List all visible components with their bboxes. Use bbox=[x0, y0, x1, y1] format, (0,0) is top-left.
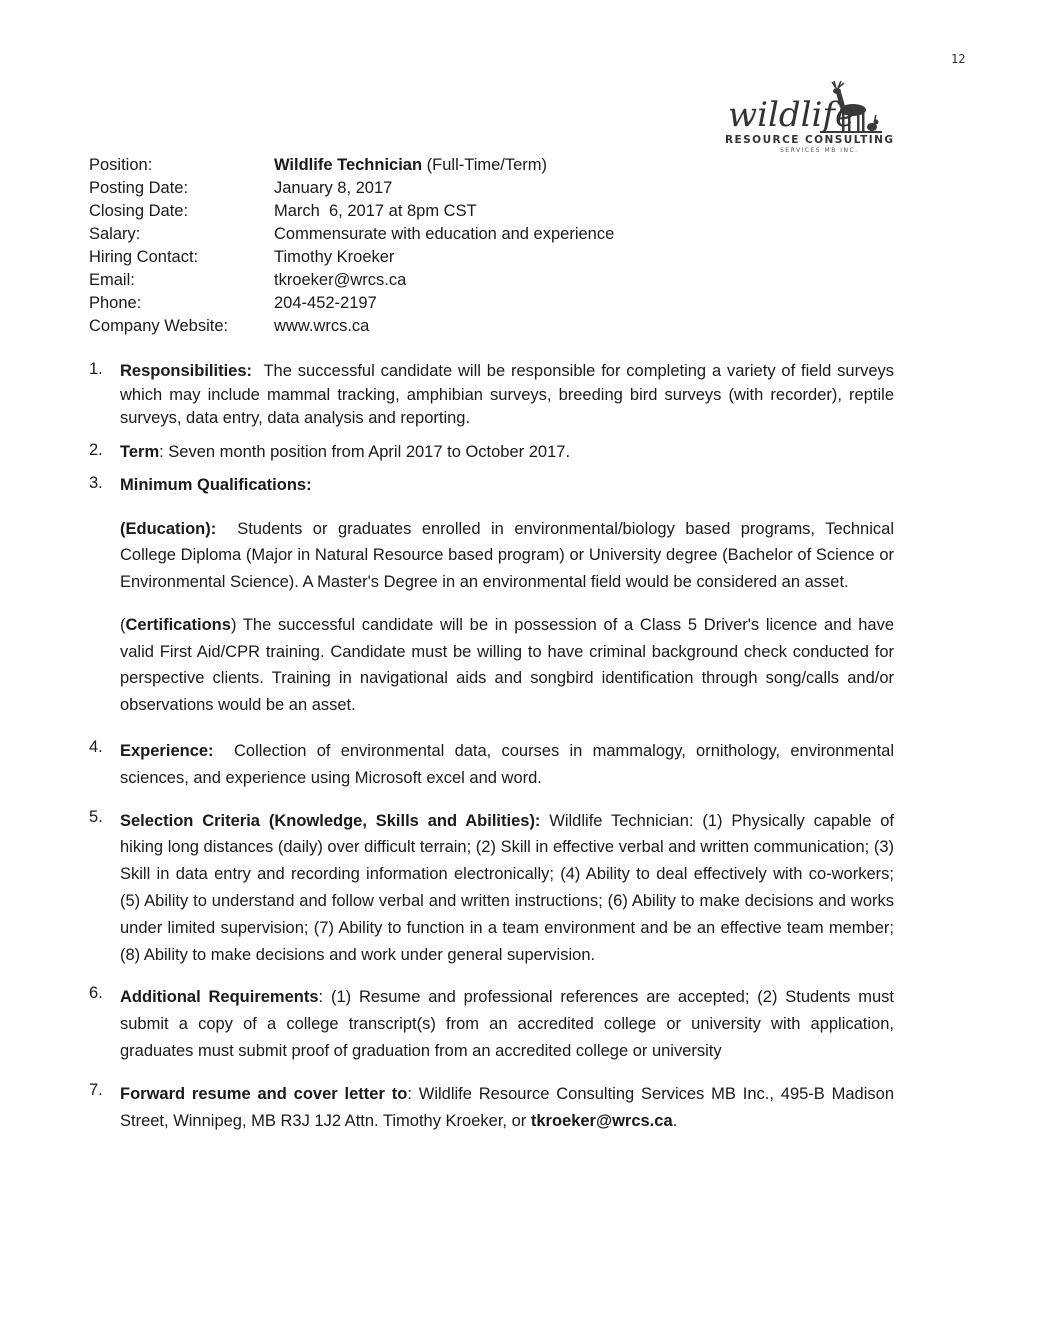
section-number: 7. bbox=[89, 1080, 103, 1099]
logo-line-2: SERVICES MB INC. bbox=[780, 147, 859, 154]
section-text: Collection of environmental data, courses in mammalogy, ornithology, environmental sciences, and experience using Microsoft excel and word. bbox=[120, 742, 894, 787]
email-row bbox=[89, 269, 614, 292]
phone-label: Phone: bbox=[89, 294, 142, 312]
section-qualifications bbox=[89, 474, 894, 718]
company-logo bbox=[724, 80, 896, 156]
section-number: 2. bbox=[89, 440, 103, 459]
salary-value: Commensurate with education and experience bbox=[274, 225, 615, 243]
section-term bbox=[89, 441, 894, 465]
section-forward-resume bbox=[89, 1081, 894, 1135]
salary-row bbox=[89, 223, 614, 246]
section-number: 5. bbox=[89, 807, 103, 826]
posting-info bbox=[89, 154, 614, 338]
section-number: 3. bbox=[89, 474, 103, 492]
sections-list bbox=[89, 360, 894, 1134]
posting-date-value: January 8, 2017 bbox=[274, 179, 393, 197]
section-text: : Seven month position from April 2017 to October 2017. bbox=[159, 442, 571, 461]
position-type: (Full-Time/Term) bbox=[426, 156, 548, 174]
section-selection-criteria bbox=[89, 808, 894, 969]
posting-date-label: Posting Date: bbox=[89, 179, 189, 197]
section-title: Experience: bbox=[120, 742, 214, 760]
page-number: 12 bbox=[951, 52, 966, 66]
email-label: Email: bbox=[89, 271, 135, 289]
position-label: Position: bbox=[89, 156, 153, 174]
contact-row bbox=[89, 246, 614, 269]
contact-label: Hiring Contact: bbox=[89, 248, 199, 266]
section-number: 1. bbox=[89, 360, 103, 378]
closing-date-value: March 6, 2017 at 8pm CST bbox=[274, 202, 477, 220]
section-experience bbox=[89, 738, 894, 792]
section-title: Selection Criteria bbox=[120, 811, 260, 830]
section-title: Additional Requirements bbox=[120, 988, 319, 1007]
section-number: 6. bbox=[89, 984, 103, 1003]
cert-text: ) The successful candidate will be in possession of a Class 5 Driver's licence and have valid First Aid/CPR training. Candidate must be willing to have criminal background check conducted for perspective clients. Training in navigational aids and songbird identification through song/calls and/or observations would be an asset. bbox=[120, 616, 894, 714]
logo-line-1: RESOURCE CONSULTING bbox=[725, 134, 893, 146]
education-title: (Education): bbox=[120, 519, 217, 538]
website-row bbox=[89, 315, 614, 338]
section-responsibilities bbox=[89, 360, 894, 431]
section-text: : Wildlife Resource Consulting Services MB Inc., 495-B Madison Street, Winnipeg, MB R3J 1J2 Attn. Timothy Kroeker, or bbox=[120, 1084, 895, 1130]
section-end: . bbox=[672, 1111, 678, 1130]
section-number: 4. bbox=[89, 738, 103, 756]
salary-label: Salary: bbox=[89, 225, 141, 243]
section-title: Minimum Qualifications: bbox=[120, 476, 312, 494]
education-text: Students or graduates enrolled in environmental/biology based programs, Technical College Diploma (Major in Natural Resource based program) or University degree (Bachelor of Science or Environmental Science). A Master's Degree in an environmental field would be considered an asset. bbox=[120, 519, 894, 591]
website-value: www.wrcs.ca bbox=[274, 317, 370, 335]
section-title: Responsibilities: bbox=[120, 362, 253, 380]
closing-date-row bbox=[89, 200, 614, 223]
section-additional-requirements bbox=[89, 984, 894, 1064]
email-value: tkroeker@wrcs.ca bbox=[274, 271, 407, 289]
contact-email: tkroeker@wrcs.ca bbox=[530, 1111, 673, 1130]
position-title: Wildlife Technician bbox=[274, 156, 423, 174]
section-title-paren: (Knowledge, Skills and Abilities): bbox=[268, 811, 541, 830]
website-label: Company Website: bbox=[89, 317, 229, 335]
section-title: Term bbox=[120, 442, 160, 461]
section-text: Wildlife Technician: (1) Physically capable of hiking long distances (daily) over difficult terrain; (2) Skill in effective verbal and written communication; (3) Skill in data entry and recording information electronically; (4) Ability to deal effectively with co-workers; (5) Ability to understand and follow verbal and written instructions; (6) Ability to make decisions and works under limited supervision; (7) Ability to function in a team environment and be an effective team member; (8) Ability to make decisions and work under general supervision. bbox=[120, 811, 894, 964]
posting-date-row bbox=[89, 177, 614, 200]
contact-value: Timothy Kroeker bbox=[274, 248, 395, 266]
logo-wordmark: wildlife bbox=[728, 95, 856, 135]
cert-title: Certifications bbox=[125, 616, 231, 634]
closing-date-label: Closing Date: bbox=[89, 202, 189, 220]
phone-value: 204-452-2197 bbox=[274, 294, 377, 312]
cert-open: ( bbox=[120, 616, 126, 634]
position-row bbox=[89, 154, 614, 177]
section-text: The successful candidate will be responsible for completing a variety of field surveys which may include mammal tracking, amphibian surveys, breeding bird surveys (with recorder), reptile surveys, data entry, data analysis and reporting. bbox=[120, 362, 894, 427]
deer-logo-icon bbox=[724, 80, 896, 156]
phone-row bbox=[89, 292, 614, 315]
section-text: : (1) Resume and professional references are accepted; (2) Students must submit a copy of a college transcript(s) from an accredited college or university with application, graduates must submit proof of graduation from an accredited college or university bbox=[120, 988, 894, 1060]
section-title: Forward resume and cover letter to bbox=[120, 1084, 408, 1103]
